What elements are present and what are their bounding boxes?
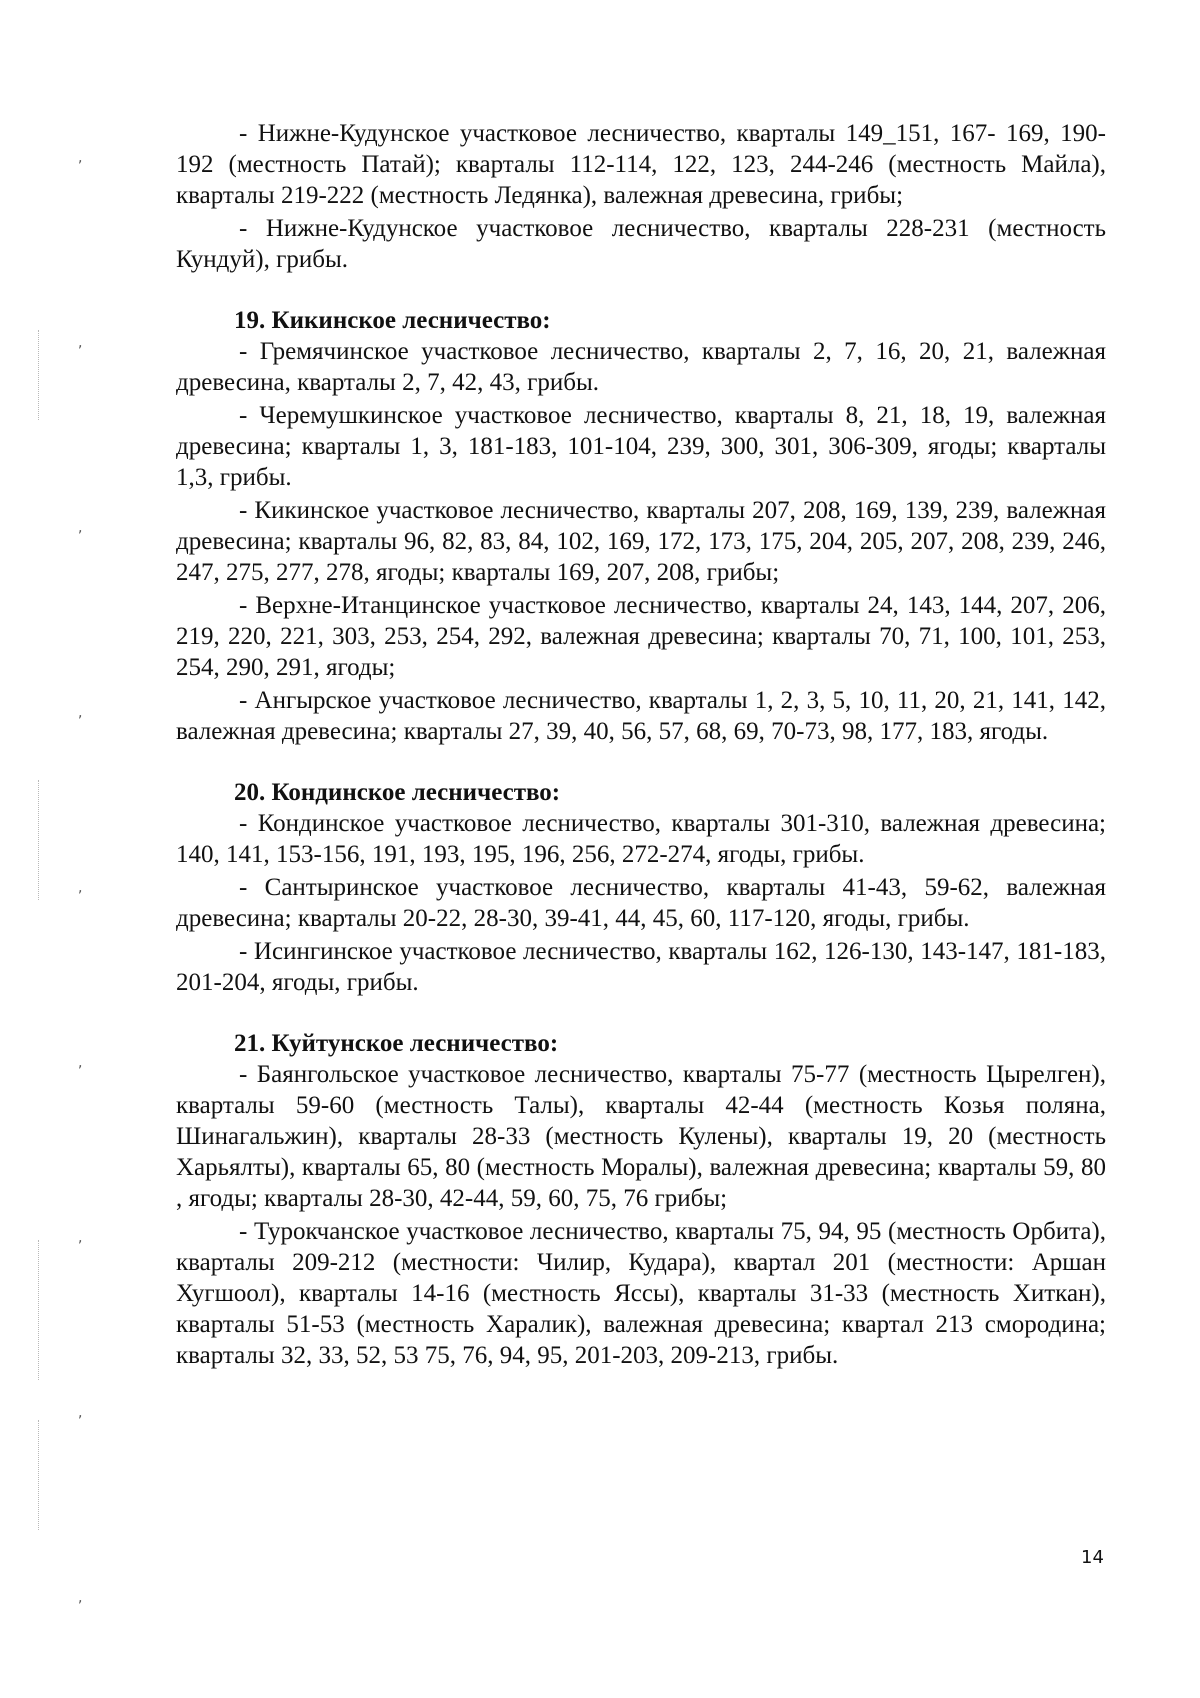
section-paragraph: - Баянгольское участковое лесничество, кварталы 75-77 (местность Цырелген), кварталы 59-60 (местность Талы), кварталы 42-44 (местность Козья поляна, Шинагальжин), кварталы 28-33 (местность Кулены), кварталы 19, 20 (местность Харьялты), кварталы 65, 80 (местность Моралы), валежная древесина; кварталы 59, 80 , ягоды; кварталы 28-30, 42-44, 59, 60, 75, 76 грибы;	[176, 1061, 1106, 1212]
scan-margin-dot: ,	[78, 520, 83, 536]
section-heading: 20. Кондинское лесничество:	[234, 779, 561, 806]
scan-margin-line	[38, 330, 39, 420]
section-paragraph: - Черемушкинское участковое лесничество, кварталы 8, 21, 18, 19, валежная древесина; кварталы 1, 3, 181-183, 101-104, 239, 300, 301, 306-309, ягоды; кварталы 1,3, грибы.	[176, 402, 1106, 491]
section-paragraph: - Сантыринское участковое лесничество, кварталы 41-43, 59-62, валежная древесина; кварталы 20-22, 28-30, 39-41, 44, 45, 60, 117-120, ягоды, грибы.	[176, 874, 1106, 932]
section-paragraph: - Турокчанское участковое лесничество, кварталы 75, 94, 95 (местность Орбита), кварталы 209-212 (местности: Чилир, Кудара), квартал 201 (местности: Аршан Хугшоол), кварталы 14-16 (местность Яссы), кварталы 31-33 (местность Хиткан), кварталы 51-53 (местность Харалик), валежная древесина; квартал 213 смородина; кварталы 32, 33, 52, 53 75, 76, 94, 95, 201-203, 209-213, грибы.	[176, 1218, 1106, 1369]
scan-margin-dot: ,	[78, 880, 83, 896]
scan-margin-line	[38, 1240, 39, 1380]
section-kuytunskoe	[176, 1028, 1106, 1371]
section-heading: 19. Кикинское лесничество:	[234, 307, 551, 334]
scan-margin-line	[38, 780, 39, 900]
section-paragraph: - Верхне-Итанцинское участковое лесничество, кварталы 24, 143, 144, 207, 206, 219, 220, 221, 303, 253, 254, 292, валежная древесина; кварталы 70, 71, 100, 101, 253, 254, 290, 291, ягоды;	[176, 592, 1106, 681]
scan-margin-line	[38, 1420, 39, 1530]
section-heading: 21. Куйтунское лесничество:	[234, 1030, 559, 1057]
scan-margin-dot: ,	[78, 1405, 83, 1421]
intro-paragraph-2: - Нижне-Кудунское участковое лесничество, кварталы 228-231 (местность Кундуй), грибы.	[176, 215, 1106, 273]
scan-margin-dot: ,	[78, 705, 83, 721]
section-paragraph: - Ангырское участковое лесничество, кварталы 1, 2, 3, 5, 10, 11, 20, 21, 141, 142, валежная древесина; кварталы 27, 39, 40, 56, 57, 68, 69, 70-73, 98, 177, 183, ягоды.	[176, 687, 1106, 745]
scan-margin-dot: ,	[78, 150, 83, 166]
scan-margin-dot: ,	[78, 1230, 83, 1246]
section-kikinskoe	[176, 305, 1106, 747]
scan-margin-dot: ,	[78, 1055, 83, 1071]
document-body	[176, 118, 1106, 1373]
section-paragraph: - Исингинское участковое лесничество, кварталы 162, 126-130, 143-147, 181-183, 201-204, ягоды, грибы.	[176, 938, 1106, 996]
scan-margin-dot: ,	[78, 1590, 83, 1606]
scan-margin-dot: ,	[78, 335, 83, 351]
section-kondinskoe	[176, 777, 1106, 998]
page-number: 14	[1081, 1547, 1104, 1568]
intro-paragraph-1: - Нижне-Кудунское участковое лесничество, кварталы 149_151, 167- 169, 190-192 (местность Патай); кварталы 112-114, 122, 123, 244-246 (местность Майла), кварталы 219-222 (местность Ледянка), валежная древесина, грибы;	[176, 120, 1106, 209]
section-paragraph: - Кикинское участковое лесничество, кварталы 207, 208, 169, 139, 239, валежная древесина; кварталы 96, 82, 83, 84, 102, 169, 172, 173, 175, 204, 205, 207, 208, 239, 246, 247, 275, 277, 278, ягоды; кварталы 169, 207, 208, грибы;	[176, 497, 1106, 586]
section-paragraph: - Кондинское участковое лесничество, кварталы 301-310, валежная древесина; 140, 141, 153-156, 191, 193, 195, 196, 256, 272-274, ягоды, грибы.	[176, 810, 1106, 868]
section-paragraph: - Гремячинское участковое лесничество, кварталы 2, 7, 16, 20, 21, валежная древесина, кварталы 2, 7, 42, 43, грибы.	[176, 338, 1106, 396]
